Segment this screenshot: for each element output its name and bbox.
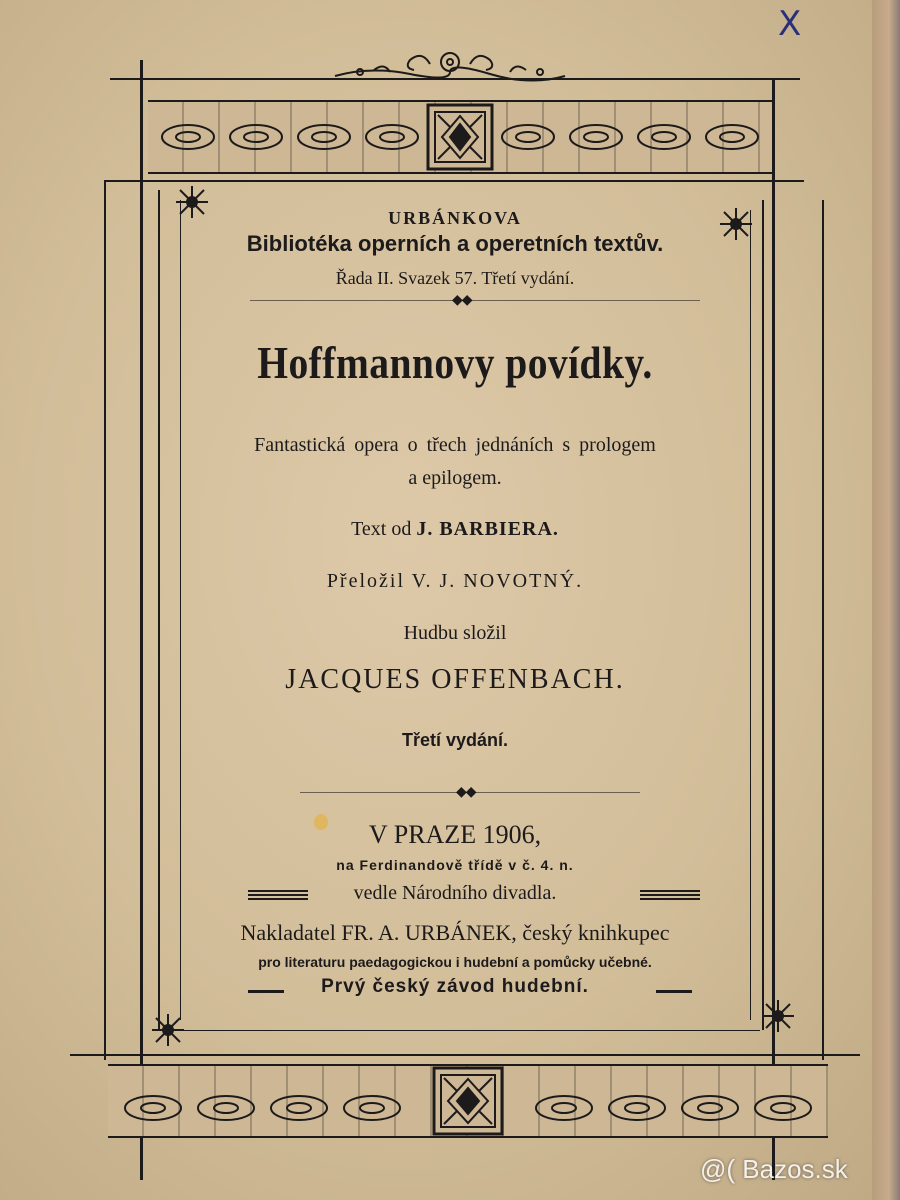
composer-prefix: Hudbu složil [403, 622, 507, 644]
imprint-near: vedle Národního divadla. [353, 882, 557, 904]
frame-line [160, 1030, 760, 1031]
corner-flourish [150, 1012, 186, 1048]
composer-name: JACQUES OFFENBACH. [285, 664, 625, 695]
corner-flourish [760, 998, 796, 1034]
imprint-slogan: Prvý český závod hudební. [321, 976, 589, 997]
frame-line [70, 1054, 860, 1056]
subtitle-line-2: a epilogem. [408, 467, 502, 489]
frame-line [110, 78, 800, 80]
series-name: URBÁNKOVA [388, 208, 522, 228]
libretto-prefix: Text od [351, 518, 412, 540]
imprint-publisher: Nakladatel FR. A. URBÁNEK, český knihkupec [240, 920, 670, 945]
libretto-author: J. BARBIERA. [416, 518, 559, 540]
imprint-city-year: V PRAZE 1906, [368, 820, 542, 849]
diamond-divider-icon: ◆◆ [456, 784, 476, 800]
book-spine [872, 0, 900, 1200]
imprint-specialty: pro literaturu paedagogickou i hudební a pomůcky učebné. [258, 954, 652, 970]
frame-line [822, 200, 824, 1060]
book-title: Hoffmannovy povídky. [257, 337, 653, 388]
ornamental-bars-right [640, 888, 700, 900]
site-watermark: @( Bazos.sk [700, 1154, 848, 1184]
frame-line [104, 180, 804, 182]
pen-mark: X [778, 4, 802, 44]
volume-info: Řada II. Svazek 57. Třetí vydání. [335, 268, 575, 288]
translator-credit: Přeložil V. J. NOVOTNÝ. [326, 570, 584, 592]
library-title: Bibliotéka operních a operetních textův. [246, 231, 664, 256]
libretto-credit [110, 518, 800, 541]
top-ornamental-band [148, 100, 772, 174]
frame-line [104, 180, 106, 1060]
imprint-address: na Ferdinandově třídě v č. 4. n. [336, 857, 574, 873]
divider-line [250, 300, 700, 301]
ornamental-dash-right [656, 990, 692, 993]
bottom-ornamental-band [108, 1064, 828, 1138]
subtitle-line-1: Fantastická opera o třech jednáních s prologem [254, 434, 656, 456]
frame-line [762, 200, 764, 1030]
diamond-divider-icon: ◆◆ [452, 292, 472, 308]
edition-note: Třetí vydání. [401, 730, 509, 750]
